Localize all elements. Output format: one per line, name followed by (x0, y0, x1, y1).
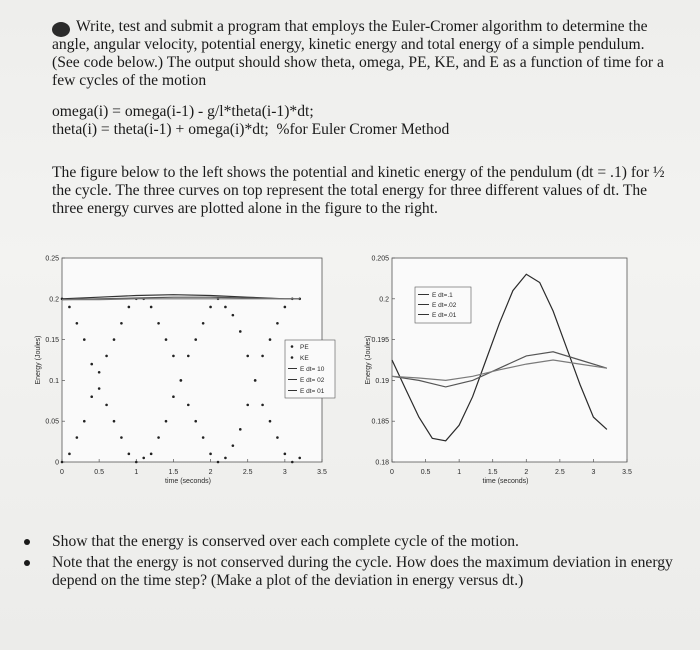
x-tick-label: 1.5 (487, 469, 498, 476)
legend-marker (291, 356, 294, 359)
pe-point (105, 355, 108, 358)
ke-point (298, 457, 301, 460)
ke-point (284, 453, 287, 456)
pe-point (113, 338, 116, 341)
y-axis-label: Energy (Joules) (35, 335, 42, 385)
legend-label: E dt= 02 (300, 377, 325, 384)
ke-point (68, 306, 71, 309)
pe-point (83, 420, 86, 423)
x-tick-label: 3.5 (622, 469, 632, 476)
pe-point (98, 371, 101, 374)
ke-point (113, 420, 116, 423)
pe-point (232, 444, 235, 447)
pe-point (224, 457, 227, 460)
ke-point (120, 436, 123, 439)
pe-point (90, 395, 93, 398)
x-tick-label: 0.5 (420, 469, 431, 476)
y-tick-label: 0.1 (49, 377, 59, 385)
y-tick-label: 0.15 (45, 337, 59, 345)
pe-point (269, 338, 272, 341)
ke-point (194, 338, 197, 341)
x-tick-label: 2.5 (554, 469, 565, 476)
pe-point (128, 306, 131, 309)
x-tick-label: 0.5 (94, 469, 105, 476)
pe-point (120, 322, 123, 325)
ke-point (232, 314, 235, 317)
ke-point (142, 457, 145, 460)
bullet-list (24, 533, 674, 593)
figure-description-text: The figure below to the left shows the potential and kinetic energy of the pendulum (dt = .1) for ½ the cycle. The three curves on top represent the total energy for three different values of dt. The three energy curves are plotted alone in the figure to the right. (52, 164, 665, 217)
ke-point (165, 420, 168, 423)
x-tick-label: 0 (390, 469, 394, 476)
bullet-text: Show that the energy is conserved over each complete cycle of the motion. (52, 533, 519, 550)
bullet-dot-icon (24, 539, 30, 545)
pe-point (246, 404, 249, 407)
y-tick-label: 0.2 (49, 296, 59, 304)
x-tick-label: 2 (524, 469, 529, 476)
ke-point (246, 355, 249, 358)
pe-point (157, 322, 160, 325)
ke-point (276, 436, 279, 439)
ke-point (224, 306, 227, 309)
y-axis-label: Energy (Joules) (365, 335, 372, 385)
ke-point (128, 453, 131, 456)
legend-label: E dt=.02 (432, 302, 457, 309)
x-tick-label: 1 (457, 469, 462, 476)
ke-point (291, 461, 294, 464)
legend-marker (291, 345, 294, 348)
ke-point (187, 355, 190, 358)
y-tick-label: 0.185 (371, 418, 389, 426)
ke-point (135, 461, 138, 464)
y-tick-label: 0.205 (371, 255, 389, 263)
code-line-theta: theta(i) = theta(i-1) + omega(i)*dt; %for Euler Cromer Method (52, 121, 450, 138)
y-tick-label: 0.18 (375, 459, 389, 467)
bullet-dot-icon (24, 560, 30, 566)
bullet-text: Note that the energy is not conserved during the cycle. How does the maximum deviation in energy depend on the time step? (Make a plot of the deviation in energy versus dt.) (52, 553, 673, 589)
x-tick-label: 0 (60, 469, 64, 476)
bullet-item (24, 554, 674, 591)
pe-point (172, 355, 175, 358)
legend-label: E dt=.1 (432, 292, 453, 299)
ke-point (98, 387, 101, 390)
intro-text: Write, test and submit a program that employs the Euler-Cromer algorithm to determine the angle, angular velocity, potential energy, kinetic energy and total energy of a simple pendulum. (See code below.) The output should show theta, omega, PE, KE, and E as a function of time for a few cycles of the motion (52, 18, 664, 89)
x-axis-label: time (seconds) (165, 478, 211, 485)
pe-point (284, 306, 287, 309)
ke-point (172, 395, 175, 398)
ke-point (202, 322, 205, 325)
pe-point (202, 436, 205, 439)
ke-point (254, 379, 257, 382)
ke-point (90, 363, 93, 366)
y-tick-label: 0.195 (371, 337, 389, 345)
x-tick-label: 1.5 (168, 469, 179, 476)
y-tick-label: 0.25 (45, 255, 59, 263)
legend-label: E dt=.01 (432, 312, 457, 319)
legend-label: PE (300, 344, 309, 351)
ke-point (209, 306, 212, 309)
legend-label: E dt= 01 (300, 388, 325, 395)
pe-point (194, 420, 197, 423)
pe-point (165, 338, 168, 341)
pe-point (217, 461, 220, 464)
pe-point (187, 404, 190, 407)
ke-point (105, 404, 108, 407)
ke-point (157, 436, 160, 439)
pe-point (61, 461, 64, 464)
y-tick-label: 0.19 (375, 377, 389, 385)
x-tick-label: 2 (208, 469, 213, 476)
ke-point (239, 330, 242, 333)
x-tick-label: 3.5 (317, 469, 327, 476)
ke-point (76, 322, 79, 325)
legend-label: E dt= 10 (300, 366, 325, 373)
ke-point (261, 404, 264, 407)
x-tick-label: 1 (134, 469, 139, 476)
bullet-item (24, 533, 674, 552)
x-tick-label: 3 (282, 469, 287, 476)
pe-point (76, 436, 79, 439)
ke-point (83, 338, 86, 341)
pe-point (68, 453, 71, 456)
pe-point (276, 322, 279, 325)
pe-point (261, 355, 264, 358)
pe-point (239, 428, 242, 431)
y-tick-label: 0.2 (379, 296, 389, 304)
ke-point (269, 420, 272, 423)
y-tick-label: 0.05 (45, 418, 59, 426)
x-tick-label: 3 (591, 469, 596, 476)
legend-label: KE (300, 355, 309, 362)
plot-frame (62, 258, 322, 462)
pe-point (209, 453, 212, 456)
ke-point (180, 379, 183, 382)
x-tick-label: 2.5 (242, 469, 253, 476)
ke-point (150, 453, 153, 456)
code-line-omega: omega(i) = omega(i-1) - g/l*theta(i-1)*dt; (52, 103, 314, 120)
y-tick-label: 0 (55, 459, 59, 467)
pe-point (150, 306, 153, 309)
x-axis-label: time (seconds) (482, 478, 529, 485)
